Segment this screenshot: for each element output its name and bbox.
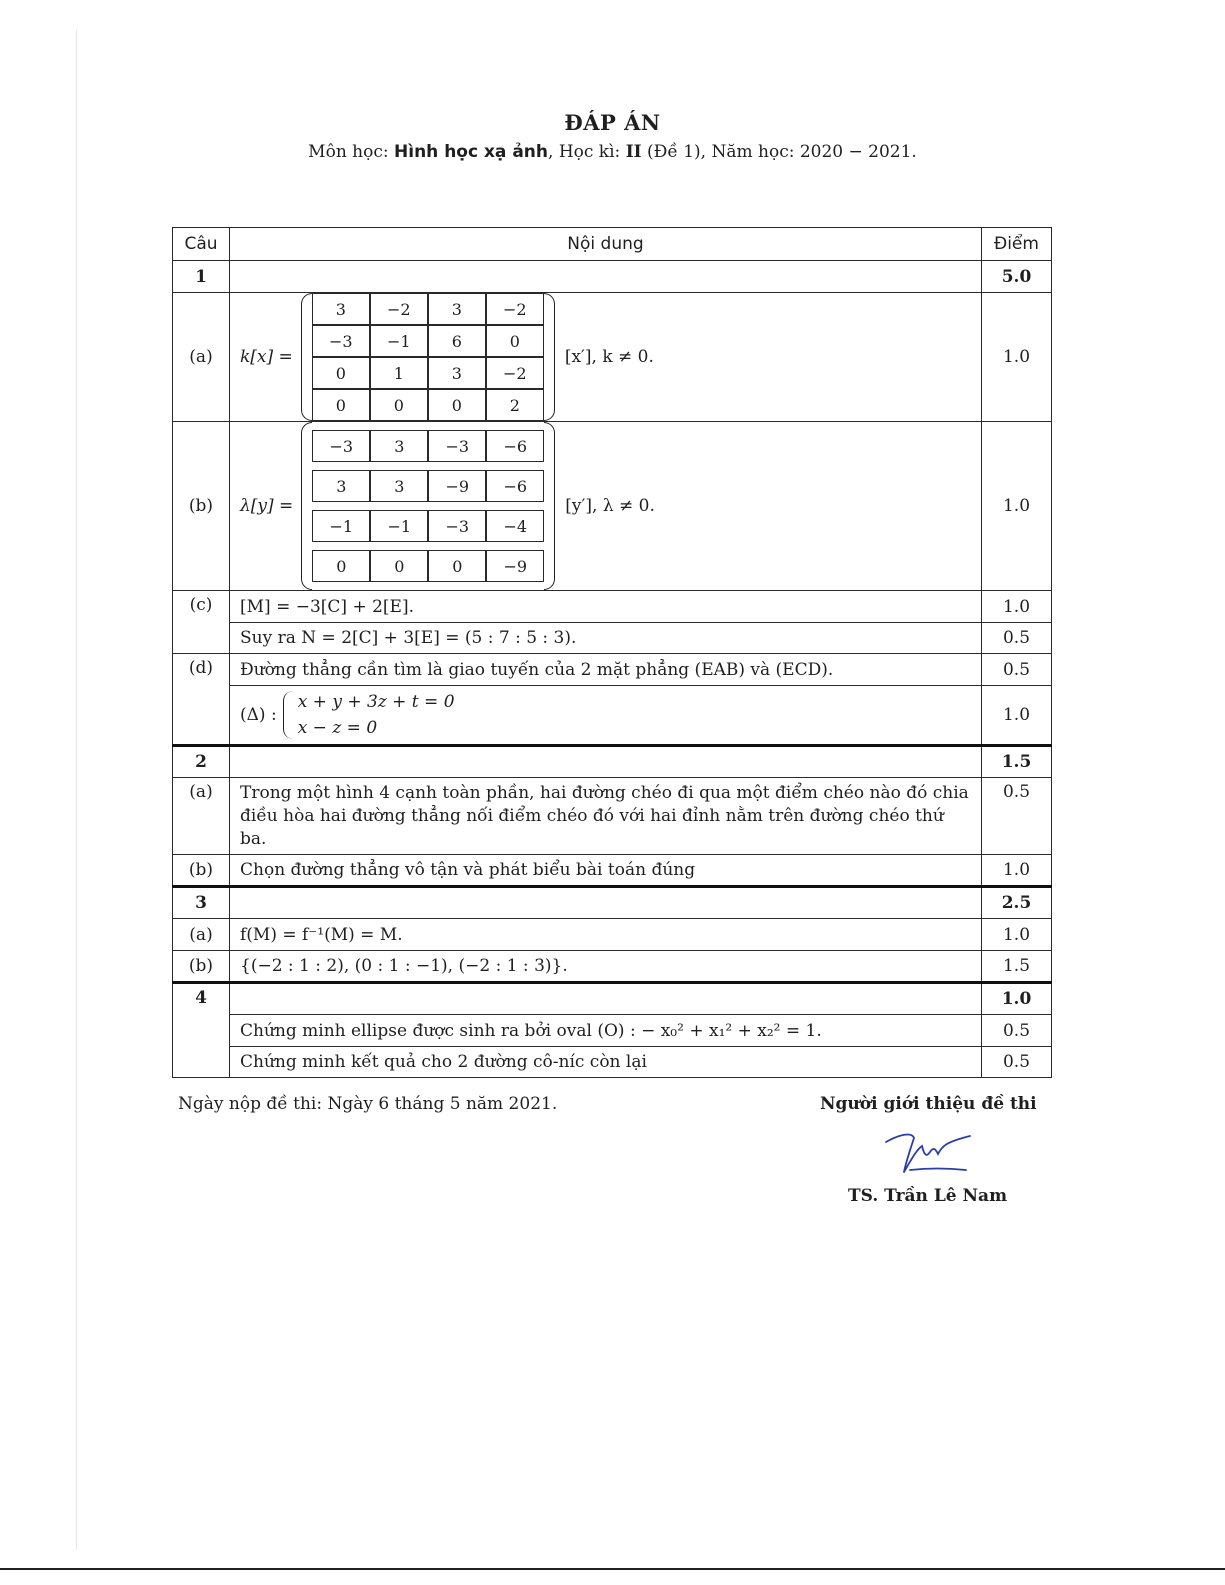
part-score: 1.5 [982,951,1052,983]
semester: II [625,142,642,162]
matrix-entry: −1 [312,510,370,542]
row-content [230,422,982,591]
part-label: (b) [173,855,230,887]
row-content [230,293,982,422]
row-content: Trong một hình 4 cạnh toàn phần, hai đường chéo đi qua một điểm chéo nào đó chia điều hòa hai đường thẳng nối điểm chéo đó với hai đỉnh nằm trên đường chéo thứ ba. [230,778,982,855]
left-brace [283,691,294,739]
part-score: 1.0 [982,293,1052,422]
matrix-entry: −3 [312,325,370,357]
table-header [173,228,1052,261]
row-content: [M] = −3[C] + 2[E]. [230,591,982,623]
matrix-entry: −3 [428,430,486,462]
matrix [301,422,555,590]
signature-image [880,1128,980,1176]
table-row [173,422,1052,591]
matrix-entry: 3 [370,430,428,462]
system-label: (Δ) : [240,705,277,725]
header-score: Điểm [982,228,1052,261]
matrix-lhs: λ[y] = [240,496,294,516]
table-row [173,887,1052,919]
part-label: (a) [173,293,230,422]
left-paren [301,293,312,421]
matrix-grid [312,293,544,421]
matrix-entry: −3 [428,510,486,542]
table-row [173,983,1052,1015]
matrix-entry: −2 [486,357,544,389]
question-total: 2.5 [982,887,1052,919]
matrix-entry: 3 [428,293,486,325]
matrix-entry: −4 [486,510,544,542]
matrix-entry: 0 [312,550,370,582]
equation-system [240,689,971,741]
matrix-equation [240,422,971,590]
empty-cell [230,887,982,919]
part-score: 1.0 [982,919,1052,951]
page-subtitle [0,142,1225,162]
header-content: Nội dung [230,228,982,261]
matrix-entry: −1 [370,510,428,542]
table-row [173,623,1052,654]
part-score: 1.0 [982,686,1052,746]
table-row [173,855,1052,887]
matrix-entry: 6 [428,325,486,357]
part-label: (a) [173,778,230,855]
table-row [173,919,1052,951]
empty-cell [230,983,982,1015]
matrix-rhs: [x′], k ≠ 0. [564,347,654,367]
matrix-entry: 0 [370,389,428,421]
subtitle-prefix: Môn học: [308,142,395,162]
row-content: Suy ra N = 2[C] + 3[E] = (5 : 7 : 5 : 3). [230,623,982,654]
part-score: 0.5 [982,1015,1052,1047]
question-total: 1.0 [982,983,1052,1015]
question-number: 3 [173,887,230,919]
part-label: (c) [173,591,230,654]
matrix-grid [312,422,544,590]
part-label: (d) [173,654,230,746]
part-label: (b) [173,422,230,591]
matrix-entry: −2 [370,293,428,325]
matrix-entry: −6 [486,430,544,462]
row-content: f(M) = f⁻¹(M) = M. [230,919,982,951]
answer-table [172,227,1052,1078]
question-number: 2 [173,746,230,778]
row-content: Chứng minh ellipse được sinh ra bởi oval (O) : − x₀² + x₁² + x₂² = 1. [230,1015,982,1047]
matrix-entry: −9 [428,470,486,502]
table-row [173,746,1052,778]
page-edge [76,30,77,1550]
signer-name: TS. Trần Lê Nam [848,1186,1008,1206]
bottom-rule [0,1568,1225,1570]
course-name: Hình học xạ ảnh [394,142,549,162]
part-score: 0.5 [982,654,1052,686]
matrix-rhs: [y′], λ ≠ 0. [565,496,655,516]
matrix-entry: 3 [312,293,370,325]
matrix-entry: 0 [428,389,486,421]
part-score: 0.5 [982,778,1052,855]
matrix-entry: 3 [312,470,370,502]
part-label: (b) [173,951,230,983]
table-row [173,261,1052,293]
part-score: 1.0 [982,855,1052,887]
equation: x − z = 0 [297,718,378,738]
row-content: Đường thẳng cần tìm là giao tuyến của 2 mặt phẳng (EAB) và (ECD). [230,654,982,686]
row-content [230,686,982,746]
subtitle-mid: , Học kì: [548,142,626,162]
table-row [173,686,1052,746]
table-row [173,1015,1052,1047]
table-row [173,293,1052,422]
right-paren [544,422,555,590]
header-question: Câu [173,228,230,261]
part-label: (a) [173,919,230,951]
question-total: 5.0 [982,261,1052,293]
question-number: 4 [173,983,230,1078]
matrix-entry: 0 [312,389,370,421]
matrix-entry: 0 [486,325,544,357]
right-paren [544,293,555,421]
matrix-entry: 2 [486,389,544,421]
row-content: Chứng minh kết quả cho 2 đường cô-níc còn lại [230,1047,982,1078]
matrix-entry: 3 [370,470,428,502]
matrix-entry: −9 [486,550,544,582]
matrix-entry: −3 [312,430,370,462]
part-score: 0.5 [982,1047,1052,1078]
empty-cell [230,746,982,778]
equation: x + y + 3z + t = 0 [297,692,455,712]
part-score: 1.0 [982,591,1052,623]
matrix-entry: 0 [312,357,370,389]
matrix-entry: 0 [370,550,428,582]
table-row [173,951,1052,983]
matrix-equation [240,293,971,421]
page-title: ĐÁP ÁN [564,110,661,135]
matrix-entry: 1 [370,357,428,389]
question-total: 1.5 [982,746,1052,778]
row-content: {(−2 : 1 : 2), (0 : 1 : −1), (−2 : 1 : 3)}. [230,951,982,983]
matrix-entry: −2 [486,293,544,325]
row-content: Chọn đường thẳng vô tận và phát biểu bài toán đúng [230,855,982,887]
matrix-entry: 3 [428,357,486,389]
system-equations [298,689,455,741]
matrix [301,293,555,421]
signer-role: Người giới thiệu đề thi [820,1094,1037,1114]
table-row [173,654,1052,686]
table-row [173,591,1052,623]
subtitle-suffix: (Đề 1), Năm học: 2020 − 2021. [641,142,917,162]
part-score: 1.0 [982,422,1052,591]
question-number: 1 [173,261,230,293]
matrix-lhs: k[x] = [240,347,293,367]
matrix-entry: −6 [486,470,544,502]
left-paren [301,422,312,590]
part-score: 0.5 [982,623,1052,654]
empty-cell [230,261,982,293]
matrix-entry: −1 [370,325,428,357]
table-row [173,778,1052,855]
table-row [173,1047,1052,1078]
submission-date: Ngày nộp đề thi: Ngày 6 tháng 5 năm 2021. [178,1094,558,1114]
matrix-entry: 0 [428,550,486,582]
